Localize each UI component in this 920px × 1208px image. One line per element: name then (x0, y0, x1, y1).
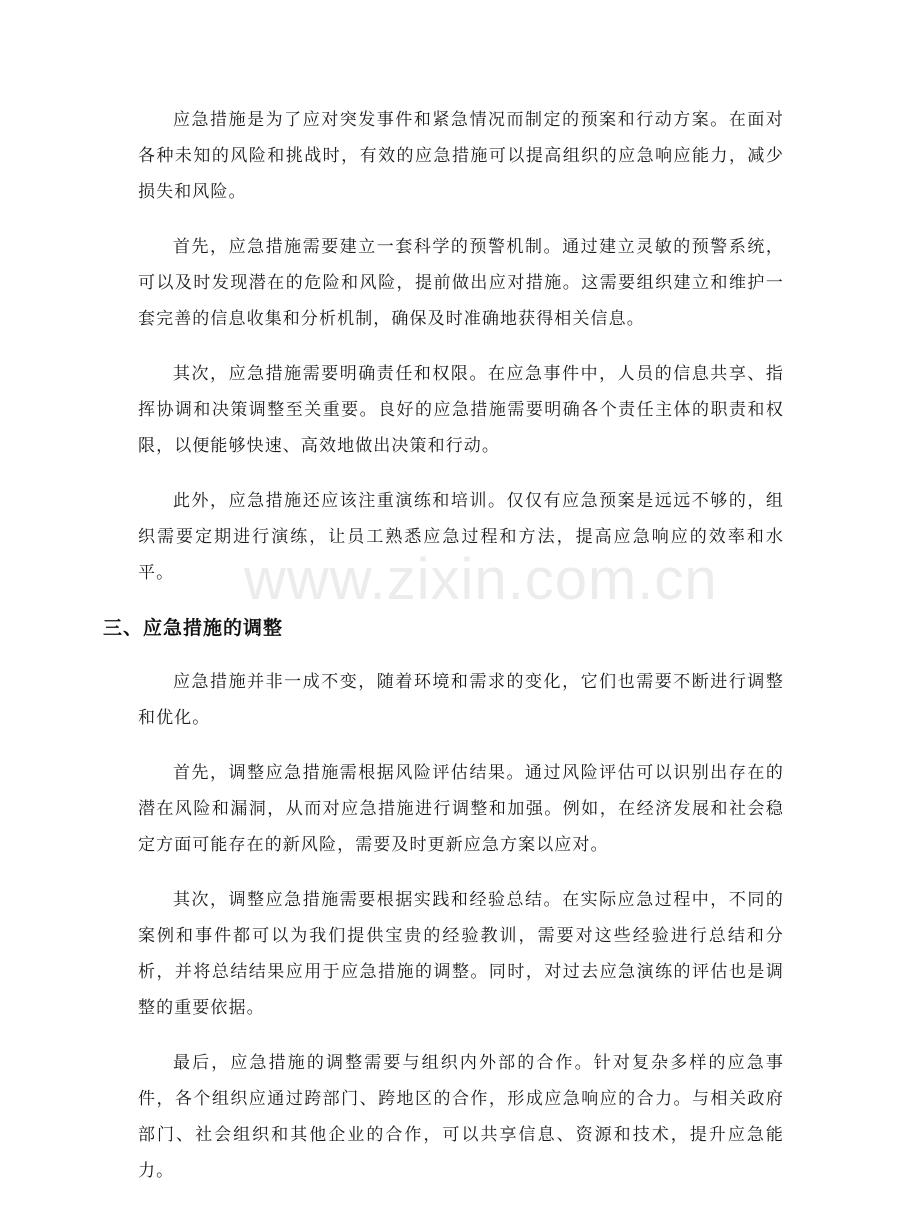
paragraph-risk-assessment: 首先，调整应急措施需根据风险评估结果。通过风险评估可以识别出存在的潜在风险和漏洞，从而对应急措施进行调整和加强。例如，在经济发展和社会稳定方面可能存在的新风险，需要及时更新应急方案以应对。 (138, 763, 784, 855)
paragraph-adjustment-intro: 应急措施并非一成不变，随着环境和需求的变化，它们也需要不断进行调整和优化。 (138, 672, 784, 728)
paragraph-responsibility: 其次，应急措施需要明确责任和权限。在应急事件中，人员的信息共享、指挥协调和决策调整至关重要。良好的应急措施需要明确各个责任主体的职责和权限，以便能够快速、高效地做出决策和行动。 (138, 364, 784, 456)
watermark-text: www.zixin.com.cn (244, 547, 718, 612)
document-body (103, 102, 784, 1208)
paragraph-cooperation: 最后，应急措施的调整需要与组织内外部的合作。针对复杂多样的应急事件，各个组织应通过跨部门、跨地区的合作，形成应急响应的合力。与相关政府部门、社会组织和其他企业的合作，可以共享信息、资源和技术，提升应急能力。 (138, 1053, 784, 1181)
paragraph-experience: 其次，调整应急措施需要根据实践和经验总结。在实际应急过程中，不同的案例和事件都可以为我们提供宝贵的经验教训，需要对这些经验进行总结和分析，并将总结结果应用于应急措施的调整。同时，对过去应急演练的评估也是调整的重要依据。 (138, 890, 784, 1018)
paragraph-drills: 此外，应急措施还应该注重演练和培训。仅仅有应急预案是远远不够的，组织需要定期进行演练，让员工熟悉应急过程和方法，提高应急响应的效率和水平。 (138, 491, 784, 583)
section-heading: 三、应急措施的调整 (103, 617, 284, 639)
paragraph-intro-1: 应急措施是为了应对突发事件和紧急情况而制定的预案和行动方案。在面对各种未知的风险和挑战时，有效的应急措施可以提高组织的应急响应能力，减少损失和风险。 (138, 110, 784, 202)
paragraph-early-warning: 首先，应急措施需要建立一套科学的预警机制。通过建立灵敏的预警系统，可以及时发现潜在的危险和风险，提前做出应对措施。这需要组织建立和维护一套完善的信息收集和分析机制，确保及时准确地获得相关信息。 (138, 237, 784, 329)
